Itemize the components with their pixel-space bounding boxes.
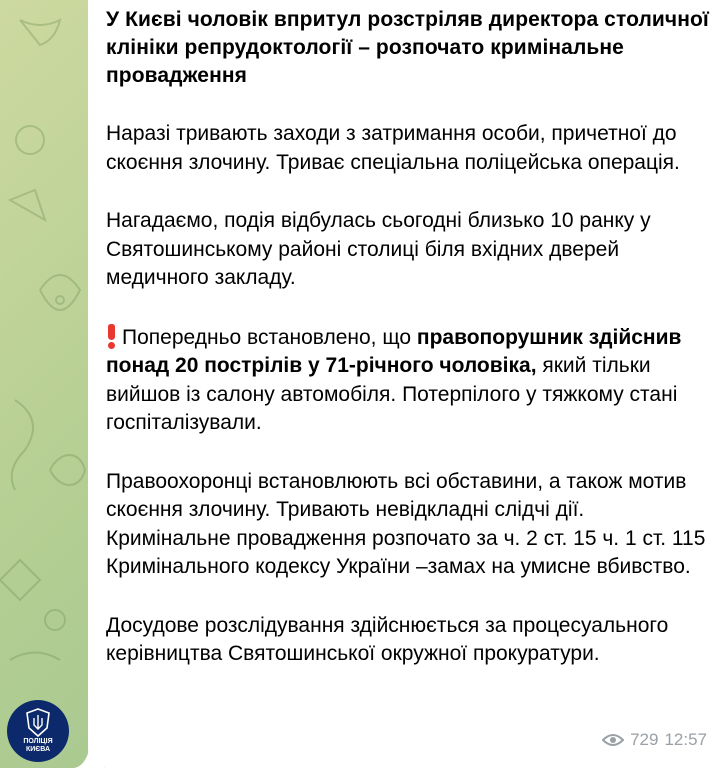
message-paragraph-1: Наразі тривають заходи з затримання особи, причетної до скоєння злочину. Триває спеціальна поліцейська операція. [106, 122, 680, 174]
paragraph-3-highlight: правопорушник здійснив понад 20 пострілів у 71-річного чоловіка, [106, 325, 682, 377]
message-bubble[interactable] [88, 0, 727, 768]
avatar-text-line2: КИЄВА [25, 746, 51, 753]
avatar-text-line1: ПОЛІЦІЯ [23, 738, 53, 745]
message-paragraph-2: Нагадаємо, подія відбулась сьогодні близько 10 ранку у Святошинському районі столиці біля вхідних дверей медичного закладу. [106, 209, 651, 289]
paragraph-3-rest: який тільки вийшов із салону автомобіля. Потерпілого у тяжкому стані госпіталізували. [106, 354, 678, 434]
message-paragraph-5: Досудове розслідування здійснюється за процесуального керівництва Святошинської окружної прокуратури. [106, 613, 669, 665]
message-meta [602, 730, 707, 750]
police-badge-icon [25, 708, 51, 738]
exclamation-icon [106, 323, 116, 349]
message-title: У Києві чоловік впритул розстріляв директора столичної клініки репрудоктології – розпочато кримінальне провадження [106, 8, 709, 87]
channel-avatar[interactable] [7, 700, 69, 762]
eye-icon [602, 733, 624, 747]
chat-background-pattern [0, 0, 95, 768]
paragraph-3-intro: Попередньо встановлено, що [122, 325, 417, 349]
views-count: 729 [630, 730, 659, 749]
message-paragraph-4: Правоохоронці встановлюють всі обставини, а також мотив скоєння злочину. Тривають невідкладні слідчі дії. Кримінальне провадження розпочато за ч. 2 ст. 15 ч. 1 ст. 115 Кримінального кодексу України –замах на умисне вбивство. [106, 469, 706, 578]
message-paragraph-3 [106, 323, 709, 438]
message-time: 12:57 [664, 730, 707, 749]
